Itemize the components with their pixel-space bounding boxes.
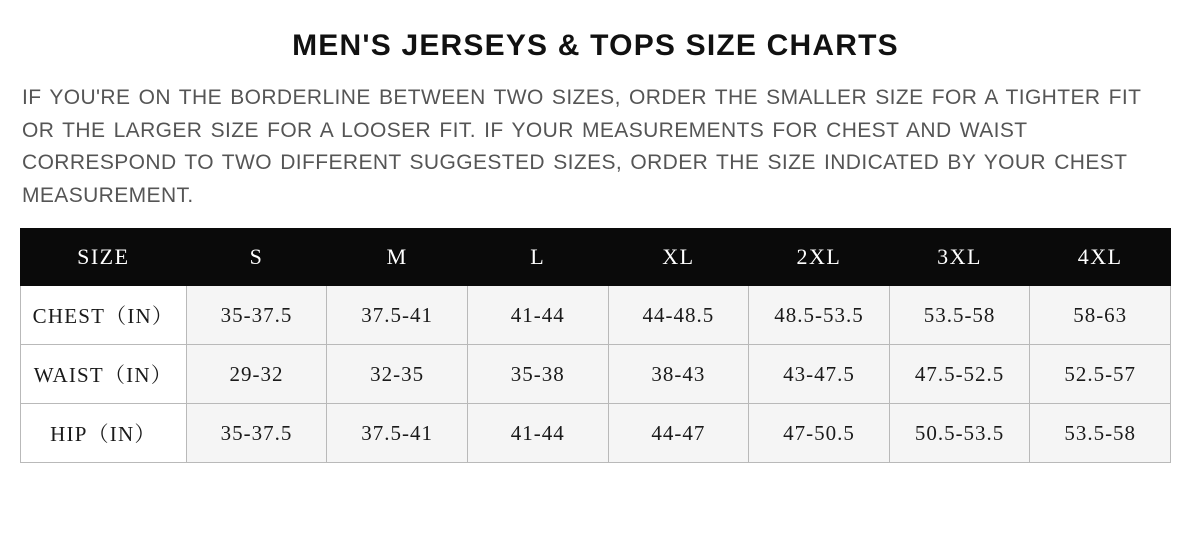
fit-guidance-text: IF YOU'RE ON THE BORDERLINE BETWEEN TWO SIZES, ORDER THE SMALLER SIZE FOR A TIGHTER FIT OR THE LARGER SIZE FOR A LOOSER FIT. IF YOUR MEASUREMENTS FOR CHEST AND WAIST CORRESPOND TO TWO DIFFERENT SUGGESTED SIZES, ORDER THE SIZE INDICATED BY YOUR CHEST MEASUREMENT. [22, 86, 1141, 207]
size-chart-page [0, 28, 1191, 538]
column-header-xl: XL [608, 229, 749, 286]
table-header [21, 229, 1171, 286]
column-header-l: L [467, 229, 608, 286]
column-header-m: M [327, 229, 468, 286]
column-header-size: SIZE [21, 229, 187, 286]
cell-chest-xl: 44-48.5 [608, 286, 749, 345]
cell-chest-2xl: 48.5-53.5 [749, 286, 890, 345]
cell-waist-s: 29-32 [186, 345, 327, 404]
column-header-4xl: 4XL [1030, 229, 1171, 286]
table-row [21, 345, 1171, 404]
column-header-3xl: 3XL [889, 229, 1030, 286]
cell-waist-m: 32-35 [327, 345, 468, 404]
table-header-row [21, 229, 1171, 286]
cell-chest-l: 41-44 [467, 286, 608, 345]
cell-hip-2xl: 47-50.5 [749, 404, 890, 463]
cell-hip-l: 41-44 [467, 404, 608, 463]
table-row [21, 286, 1171, 345]
table-body [21, 286, 1171, 463]
size-chart-table [20, 228, 1171, 463]
page-title: MEN'S JERSEYS & TOPS SIZE CHARTS [292, 29, 899, 62]
cell-hip-xl: 44-47 [608, 404, 749, 463]
cell-hip-3xl: 50.5-53.5 [889, 404, 1030, 463]
cell-hip-s: 35-37.5 [186, 404, 327, 463]
cell-hip-4xl: 53.5-58 [1030, 404, 1171, 463]
cell-chest-s: 35-37.5 [186, 286, 327, 345]
column-header-s: S [186, 229, 327, 286]
row-header-hip: HIP（IN） [21, 404, 187, 463]
row-header-chest: CHEST（IN） [21, 286, 187, 345]
cell-waist-2xl: 43-47.5 [749, 345, 890, 404]
cell-waist-4xl: 52.5-57 [1030, 345, 1171, 404]
cell-chest-m: 37.5-41 [327, 286, 468, 345]
table-row [21, 404, 1171, 463]
cell-waist-xl: 38-43 [608, 345, 749, 404]
cell-waist-l: 35-38 [467, 345, 608, 404]
cell-chest-4xl: 58-63 [1030, 286, 1171, 345]
row-header-waist: WAIST（IN） [21, 345, 187, 404]
cell-chest-3xl: 53.5-58 [889, 286, 1030, 345]
cell-hip-m: 37.5-41 [327, 404, 468, 463]
cell-waist-3xl: 47.5-52.5 [889, 345, 1030, 404]
column-header-2xl: 2XL [749, 229, 890, 286]
